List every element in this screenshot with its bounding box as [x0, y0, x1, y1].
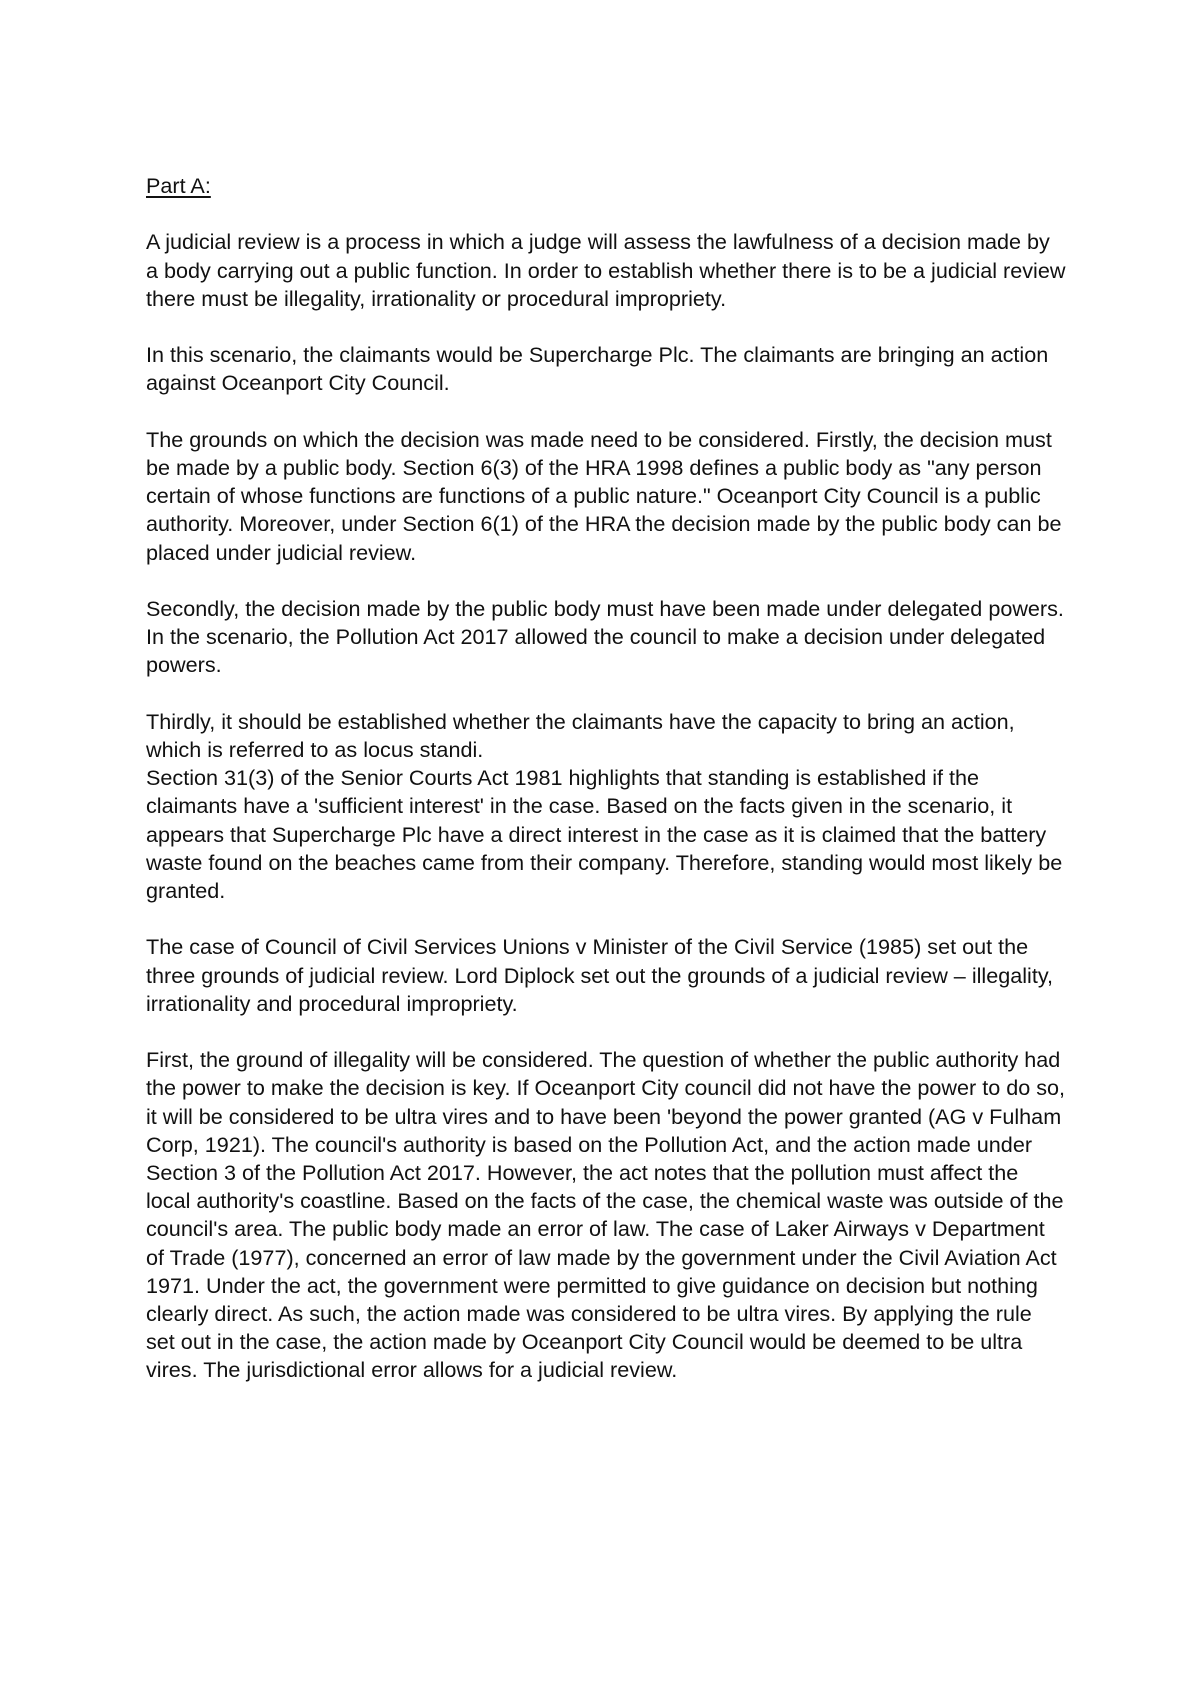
paragraph-judicial-review-definition: A judicial review is a process in which a judge will assess the lawfulness of a decision made by a body carrying out a public function. In order to establish whether there is to be a judicial review there must be illegality, irrationality or procedural impropriety.: [146, 229, 1066, 311]
paragraph-illegality: First, the ground of illegality will be considered. The question of whether the public authority had the power to make the decision is key. If Oceanport City council did not have the power to do so, it will be considered to be ultra vires and to have been 'beyond the power granted (AG v Fulham Corp, 1921). The council's authority is based on the Pollution Act, and the action made under Section 3 of the Pollution Act 2017. However, the act notes that the pollution must affect the local authority's coastline. Based on the facts of the case, the chemical waste was outside of the council's area. The public body made an error of law. The case of Laker Airways v Department of Trade (1977), concerned an error of law made by the government under the Civil Aviation Act 1971. Under the act, the government were permitted to give guidance on decision but nothing clearly direct. As such, the action made was considered to be ultra vires. By applying the rule set out in the case, the action made by Oceanport City Council would be deemed to be ultra vires. The jurisdictional error allows for a judicial review.: [146, 1047, 1066, 1383]
document-body: [146, 172, 1066, 1385]
paragraph-locus-standi: Thirdly, it should be established whether the claimants have the capacity to bring an action, which is referred to as locus standi.: [146, 708, 1015, 762]
paragraph-delegated-powers: Secondly, the decision made by the public body must have been made under delegated powers. In the scenario, the Pollution Act 2017 allowed the council to make a decision under delegated powers.: [146, 595, 1064, 678]
paragraph-sufficient-interest: Section 31(3) of the Senior Courts Act 1981 highlights that standing is established if the claimants have a 'sufficient interest' in the case. Based on the facts given in the scenario, it appears that Supercharge Plc have a direct interest in the case as it is claimed that the battery waste found on the beaches came from their company. Therefore, standing would most likely be granted.: [146, 765, 1063, 903]
section-heading: Part A:: [146, 173, 211, 198]
paragraph-claimants: In this scenario, the claimants would be Supercharge Plc. The claimants are bringing an action against Oceanport City Council.: [146, 342, 1049, 396]
paragraph-public-body: The grounds on which the decision was made need to be considered. Firstly, the decision must be made by a public body. Section 6(3) of the HRA 1998 defines a public body as "any person certain of whose functions are functions of a public nature." Oceanport City Council is a public authority. Moreover, under Section 6(1) of the HRA the decision made by the public body can be placed under judicial review.: [146, 426, 1062, 565]
paragraph-grounds-of-review: The case of Council of Civil Services Unions v Minister of the Civil Service (1985) set out the three grounds of judicial review. Lord Diplock set out the grounds of a judicial review – illegality, irrationality and procedural impropriety.: [146, 934, 1054, 1016]
